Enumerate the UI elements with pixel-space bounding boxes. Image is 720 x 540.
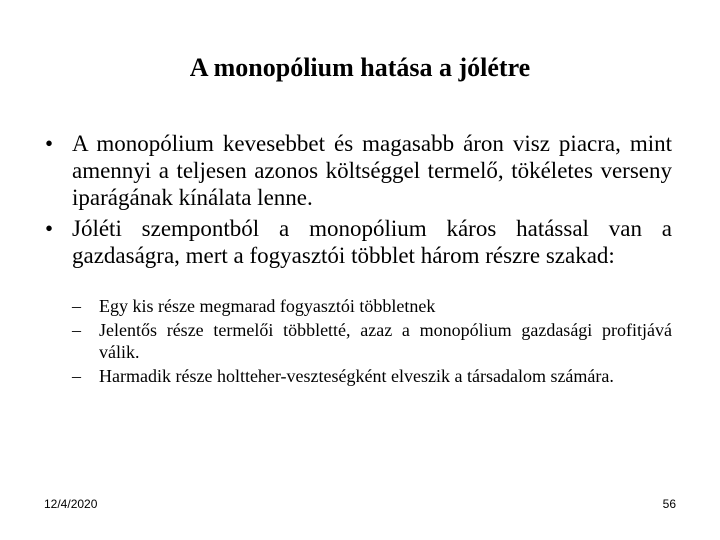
sub-bullet-text: Jelentős része termelői többletté, azaz a monopólium gazdasági profitjává válik. [99, 320, 672, 362]
bullet-item [34, 215, 672, 269]
dash-marker: – [72, 366, 81, 386]
sub-bullet-list [72, 295, 672, 387]
bullet-marker: • [44, 131, 54, 156]
footer-date: 12/4/2020 [44, 497, 98, 511]
slide-title: A monopólium hatása a jólétre [189, 53, 531, 82]
bullet-text: A monopólium kevesebbet és magasabb áron visz piacra, mint amennyi a teljesen azonos költséggel termelő, tökéletes verseny iparágának kínálata lenne. [72, 131, 672, 210]
bullet-marker: • [44, 216, 54, 241]
sub-bullet-text: Harmadik része holtteher-veszteségként elveszik a társadalom számára. [99, 366, 614, 386]
bullet-item [34, 130, 672, 211]
sub-bullet-item [72, 319, 672, 363]
page-number: 56 [662, 497, 676, 511]
dash-marker: – [72, 320, 81, 340]
sub-bullet-text: Egy kis része megmarad fogyasztói többletnek [99, 296, 436, 316]
bullet-text: Jóléti szempontból a monopólium káros hatással van a gazdaságra, mert a fogyasztói többlet három részre szakad: [72, 216, 672, 268]
dash-marker: – [72, 296, 81, 316]
sub-bullet-item [72, 365, 672, 387]
sub-bullet-item [72, 295, 672, 317]
slide-content [34, 130, 672, 389]
